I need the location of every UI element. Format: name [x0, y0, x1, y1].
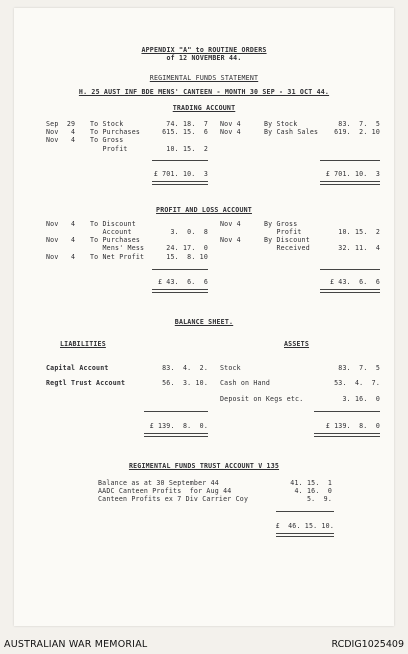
document-title-unit: H. 25 AUST INF BDE MENS' CANTEEN - MONTH 30 SEP - 31 OCT 44. [78, 88, 330, 96]
trust-amount: 5. 9. [306, 495, 332, 503]
balance-sheet-heading: BALANCE SHEET. [174, 318, 234, 326]
archive-name: AUSTRALIAN WAR MEMORIAL [4, 639, 148, 650]
entry-amount: 83. 7. 5 [338, 120, 380, 128]
trading-account-heading: TRADING ACCOUNT [172, 104, 236, 112]
entry-amount: 74. 18. 7 [166, 120, 208, 128]
liability-amount: 83. 4. 2. [162, 364, 208, 372]
total-double-rule [314, 433, 380, 437]
entry-date: Nov 4 [46, 136, 76, 144]
subtotal-rule [144, 411, 208, 412]
asset-amount: 3. 16. 0 [342, 395, 380, 403]
balance-total-right: £ 139. 8. 0 [325, 422, 380, 430]
entry-amount: 24. 17. 0 [166, 244, 208, 252]
document-title-appendix: APPENDIX "A" to ROUTINE ORDERS [141, 46, 267, 54]
total-double-rule [144, 433, 208, 437]
entry-date: Nov 4 [220, 236, 241, 244]
asset-amount: 53. 4. 7. [334, 379, 380, 387]
asset-label: Deposit on Kegs etc. [220, 395, 304, 403]
subtotal-rule [276, 511, 334, 512]
liability-label: Regtl Trust Account [46, 379, 126, 387]
asset-amount: 83. 7. 5 [338, 364, 380, 372]
trust-total: £ 46. 15. 10. [275, 522, 334, 530]
entry-date: Nov 4 [46, 236, 76, 244]
asset-label: Cash on Hand [220, 379, 271, 387]
liabilities-heading: LIABILITIES [60, 340, 106, 348]
liability-label: Capital Account [46, 364, 109, 372]
entry-amount: 15. 8. 10 [166, 253, 208, 261]
entry-date: Sep 29 [46, 120, 76, 128]
entry-date: Nov 4 [46, 253, 76, 261]
entry-text: By Cash Sales [264, 128, 319, 136]
entry-text: To Stock [90, 120, 124, 128]
entry-amount: 10. 15. 2 [166, 145, 208, 153]
entry-text: To Net Profit [90, 253, 145, 261]
pl-total-left: £ 43. 6. 6 [157, 278, 208, 286]
archive-id: RCDIG1025409 [331, 639, 404, 650]
subtotal-rule [152, 160, 208, 161]
trading-total-right: £ 701. 10. 3 [325, 170, 380, 178]
subtotal-rule [320, 269, 380, 270]
entry-date: Nov 4 [220, 220, 241, 228]
archive-footer [0, 632, 408, 654]
entry-date: Nov 4 [220, 128, 241, 136]
pl-total-right: £ 43. 6. 6 [329, 278, 380, 286]
entry-text: Mens' Mess [90, 244, 145, 252]
trust-amount: 41. 15. 1 [290, 479, 332, 487]
entry-amount: 10. 15. 2 [338, 228, 380, 236]
total-double-rule [320, 181, 380, 185]
document-title-statement: REGIMENTAL FUNDS STATEMENT [149, 74, 259, 82]
trust-account-heading: REGIMENTAL FUNDS TRUST ACCOUNT V 135 [128, 462, 280, 470]
asset-label: Stock [220, 364, 241, 372]
entry-text: To Purchases [90, 236, 141, 244]
subtotal-rule [314, 411, 380, 412]
entry-text: To Gross [90, 136, 124, 144]
total-double-rule [152, 181, 208, 185]
entry-text: Profit [90, 145, 128, 153]
entry-amount: 615. 15. 6 [162, 128, 208, 136]
document-page [14, 8, 394, 626]
balance-total-left: £ 139. 8. 0. [149, 422, 208, 430]
total-double-rule [276, 533, 334, 537]
entry-text: By Gross [264, 220, 298, 228]
entry-amount: 3. 0. 8 [170, 228, 208, 236]
trust-label: AADC Canteen Profits for Aug 44 [98, 487, 232, 495]
subtotal-rule [152, 269, 208, 270]
total-double-rule [152, 289, 208, 293]
trading-total-left: £ 701. 10. 3 [153, 170, 208, 178]
entry-text: To Discount [90, 220, 136, 228]
total-double-rule [320, 289, 380, 293]
entry-text: Profit [264, 228, 302, 236]
entry-date: Nov 4 [220, 120, 241, 128]
entry-text: Received [264, 244, 310, 252]
entry-amount: 32. 11. 4 [338, 244, 380, 252]
trust-label: Balance as at 30 September 44 [98, 479, 219, 487]
subtotal-rule [320, 160, 380, 161]
entry-text: By Stock [264, 120, 298, 128]
entry-text: Account [90, 228, 132, 236]
entry-text: To Purchases [90, 128, 141, 136]
assets-heading: ASSETS [284, 340, 310, 348]
profit-loss-heading: PROFIT AND LOSS ACCOUNT [156, 206, 252, 214]
entry-amount: 619. 2. 10 [334, 128, 380, 136]
document-title-date: of 12 NOVEMBER 44. [166, 54, 242, 62]
entry-date: Nov 4 [46, 220, 76, 228]
trust-amount: 4. 16. 0 [294, 487, 332, 495]
entry-date: Nov 4 [46, 128, 76, 136]
entry-text: By Discount [264, 236, 310, 244]
liability-amount: 56. 3. 10. [162, 379, 208, 387]
trust-label: Canteen Profits ex 7 Div Carrier Coy [98, 495, 249, 503]
